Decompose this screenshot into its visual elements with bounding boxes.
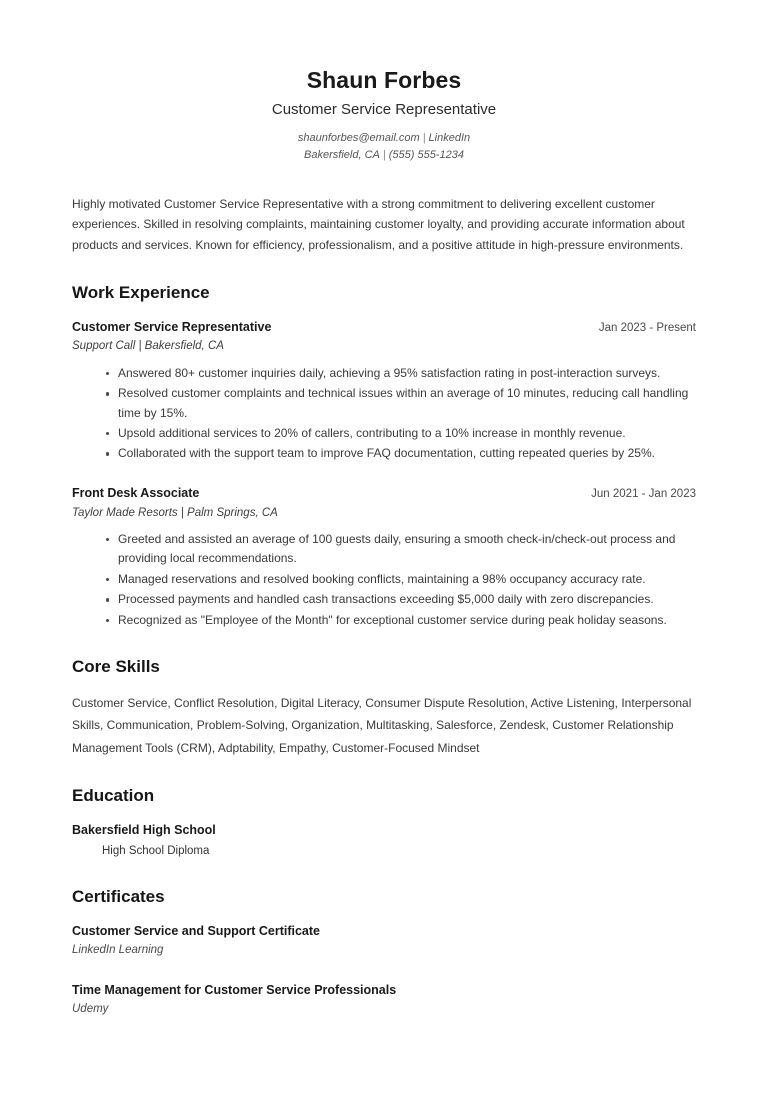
- experience-bullet: Greeted and assisted an average of 100 guests daily, ensuring a smooth check-in/check-out process and providing local recommendations.: [72, 530, 696, 569]
- experience-entry-head: [72, 318, 696, 337]
- experience-bullets: [72, 530, 696, 630]
- certificate-entry: [72, 981, 696, 1018]
- certificate-name: Customer Service and Support Certificate: [72, 924, 320, 939]
- section-certificates: [72, 886, 696, 1018]
- candidate-name: Shaun Forbes: [306, 67, 462, 93]
- experience-bullets: [72, 364, 696, 464]
- experience-bullet: Resolved customer complaints and technical issues within an average of 10 minutes, reducing call handling time by 15%.: [72, 384, 696, 423]
- experience-bullet: Processed payments and handled cash transactions exceeding $5,000 daily with zero discrepancies.: [72, 590, 696, 609]
- section-title-core-skills: Core Skills: [72, 657, 160, 677]
- core-skills-list: Customer Service, Conflict Resolution, Digital Literacy, Consumer Dispute Resolution, Active Listening, Interpersonal Skills, Communication, Problem-Solving, Organization, Multitasking, Salesforce, Zendesk, Customer Relationship Management Tools (CRM), Adptability, Empathy, Customer-Focused Mindset: [72, 696, 692, 755]
- experience-company-location: Support Call | Bakersfield, CA: [72, 340, 224, 353]
- experience-role: Front Desk Associate: [72, 485, 200, 500]
- experience-bullet: Upsold additional services to 20% of callers, contributing to a 10% increase in monthly revenue.: [72, 424, 696, 443]
- experience-bullet: Recognized as "Employee of the Month" for exceptional customer service during peak holiday seasons.: [72, 611, 696, 630]
- certificate-issuer: LinkedIn Learning: [72, 944, 164, 957]
- contact-separator: |: [422, 131, 426, 144]
- experience-bullet: Answered 80+ customer inquiries daily, achieving a 95% satisfaction rating in post-interaction surveys.: [72, 364, 696, 383]
- section-title-work-experience: Work Experience: [72, 282, 210, 302]
- section-title-education: Education: [72, 785, 155, 805]
- certificate-issuer: Udemy: [72, 1003, 109, 1016]
- section-work-experience: [72, 282, 696, 630]
- linkedin-link[interactable]: LinkedIn: [428, 131, 471, 144]
- experience-entry: [72, 318, 696, 464]
- experience-bullet: Managed reservations and resolved booking conflicts, maintaining a 98% occupancy accuracy rate.: [72, 570, 696, 589]
- experience-dates: Jan 2023 - Present: [598, 321, 696, 334]
- education-school: Bakersfield High School: [72, 822, 216, 837]
- section-title-certificates: Certificates: [72, 887, 165, 907]
- resume-header: [72, 0, 696, 164]
- experience-company-location: Taylor Made Resorts | Palm Springs, CA: [72, 506, 278, 519]
- education-degree: High School Diploma: [102, 844, 210, 857]
- section-core-skills: [72, 656, 696, 759]
- contact-line-email: [72, 130, 696, 147]
- certificate-name: Time Management for Customer Service Professionals: [72, 983, 397, 998]
- experience-bullet: Collaborated with the support team to improve FAQ documentation, cutting repeated queries by 25%.: [72, 444, 696, 463]
- section-education: [72, 785, 696, 861]
- education-entry: [72, 821, 696, 861]
- certificate-entry: [72, 922, 696, 959]
- experience-role: Customer Service Representative: [72, 319, 272, 334]
- email-text[interactable]: shaunforbes@email.com: [297, 131, 420, 144]
- experience-entry: [72, 484, 696, 630]
- professional-summary: Highly motivated Customer Service Representative with a strong commitment to delivering excellent customer experiences. Skilled in resolving complaints, maintaining customer loyalty, and providing accurate information about products and services. Known for efficiency, professionalism, and a positive attitude in high-pressure environments.: [72, 196, 685, 253]
- phone-text[interactable]: (555) 555-1234: [388, 148, 464, 161]
- location-text: Bakersfield, CA: [304, 148, 380, 161]
- contact-line-location: [72, 147, 696, 164]
- contact-block: [72, 130, 696, 164]
- experience-dates: Jun 2021 - Jan 2023: [591, 487, 696, 500]
- experience-entry-head: [72, 484, 696, 503]
- contact-separator: |: [382, 148, 386, 161]
- candidate-headline: Customer Service Representative: [271, 100, 497, 118]
